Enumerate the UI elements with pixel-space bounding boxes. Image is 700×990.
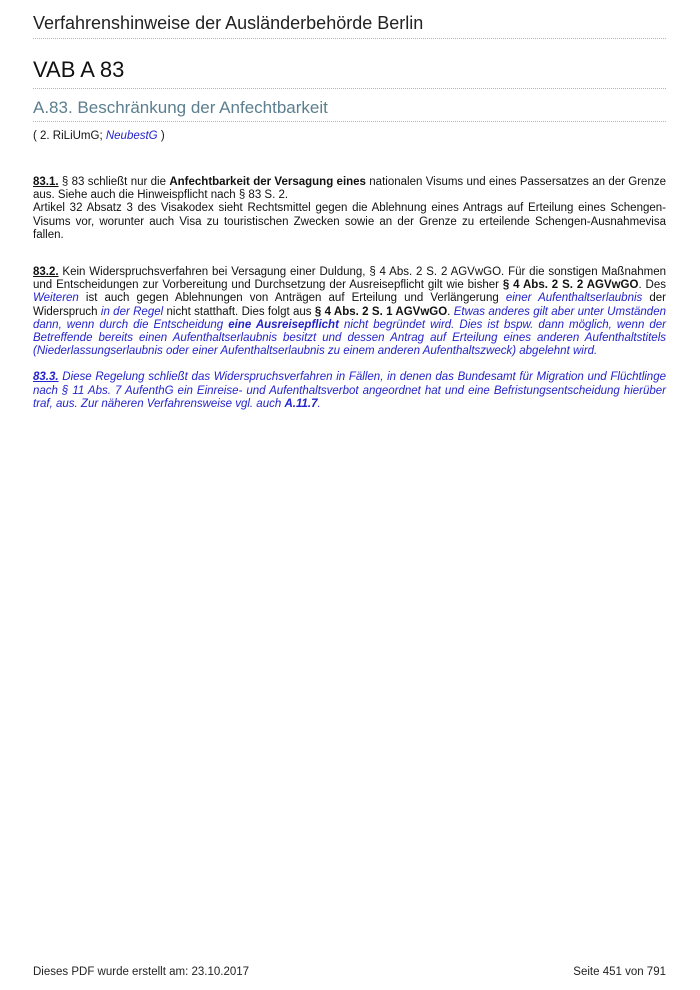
- source-open: ( 2. RiLiUmG;: [33, 130, 106, 142]
- text: der Widerspruch: [33, 292, 666, 318]
- paragraph-83-3: [33, 371, 666, 411]
- cross-reference-link[interactable]: A.11.7: [284, 397, 318, 410]
- creation-date: Dieses PDF wurde erstellt am: 23.10.2017: [33, 966, 250, 978]
- text: . Des: [638, 279, 666, 292]
- text: Artikel 32 Absatz 3 des Visakodex sieht Rechtsmittel gegen die Ablehnung eines Antrags auf Erteilung eines Schengen-Visums vor, worunter auch Visa zu touristischen Zwecken sowie an der Grenze zu erteilende Schengen-Ausnahmevisa fallen.: [33, 202, 666, 241]
- text: § 83 schließt nur die: [58, 176, 170, 188]
- text: .: [447, 305, 454, 318]
- paragraph-number: 83.3.: [33, 371, 59, 384]
- document-page: [33, 0, 666, 411]
- section-title: A.83. Beschränkung der Anfechtbarkeit: [33, 98, 666, 122]
- vab-title: VAB A 83: [33, 57, 666, 89]
- paragraph-83-2: [33, 266, 666, 358]
- amended-bold-text: eine Ausreisepflicht: [228, 318, 339, 331]
- source-close: ): [157, 130, 165, 142]
- amended-text: Etwas anderes gilt aber unter Umständen dann, wenn durch die Entscheidung: [33, 305, 666, 331]
- text: nationalen Visums und eines Passersatzes an der Grenze aus. Siehe auch die Hinweispflicht nach § 83 S. 2.: [33, 176, 666, 202]
- text: .: [317, 397, 321, 410]
- amended-text: nicht begründet wird. Dies ist bspw. dann möglich, wenn der Betreffende bereits einen Aufenthaltserlaubnis besitzt und dessen Antrag auf Erteilung eines anderen Aufenthaltstitels (Niederlassungserlaubnis oder einer Aufenthaltserlaubnis zu einem anderen Aufenthaltszweck) abgelehnt wird.: [33, 318, 666, 358]
- page-number: Seite 451 von 791: [573, 966, 666, 978]
- amended-text: in der Regel: [100, 305, 164, 318]
- text: nicht statthaft. Dies folgt aus: [163, 305, 315, 318]
- amended-text: Diese Regelung schließt das Widerspruchsverfahren in Fällen, in denen das Bundesamt für Migration und Flüchtlinge nach § 11 Abs. 7 AufenthG ein Einreise- und Aufenthaltsverbot angeordnet hat und eine Befristungsentscheidung hierüber traf, aus. Zur näheren Verfahrensweise vgl. auch: [33, 371, 666, 410]
- text: ist auch gegen Ablehnungen von Anträgen auf Erteilung und Verlängerung: [78, 292, 506, 305]
- source-reference: [33, 130, 666, 142]
- bold-text: § 4 Abs. 2 S. 2 AGVwGO: [502, 279, 639, 292]
- amended-text: einer Aufenthaltserlaubnis: [505, 292, 643, 305]
- paragraph-number: 83.2.: [33, 266, 59, 279]
- text: Kein Widerspruchsverfahren bei Versagung einer Duldung, § 4 Abs. 2 S. 2 AGVwGO. Für die sonstigen Maßnahmen und Entscheidungen zur Vorbereitung und Durchsetzung der Ausreisepflicht gilt wie bisher: [33, 266, 666, 292]
- neubestg-link[interactable]: NeubestG: [105, 130, 158, 142]
- paragraph-83-1: [33, 176, 666, 242]
- paragraph-number: 83.1.: [33, 176, 59, 188]
- bold-text: § 4 Abs. 2 S. 1 AGVwGO: [314, 305, 448, 318]
- document-header: Verfahrenshinweise der Ausländerbehörde Berlin: [33, 0, 666, 39]
- page-footer: [33, 966, 666, 978]
- bold-text: Anfechtbarkeit der Versagung eines: [169, 176, 366, 188]
- amended-text: Weiteren: [33, 292, 79, 305]
